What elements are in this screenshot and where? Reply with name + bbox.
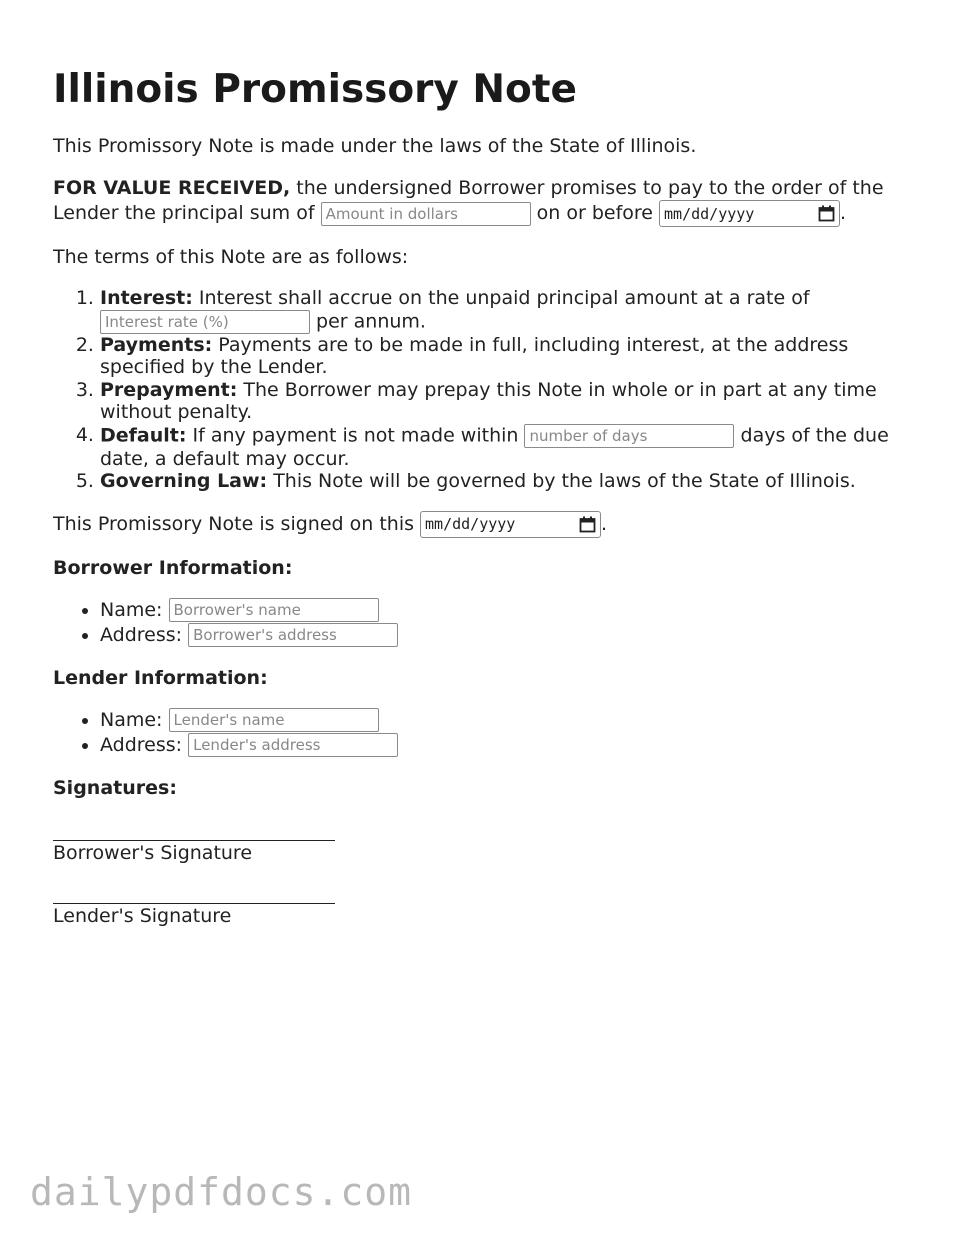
term-interest	[100, 287, 913, 334]
terms-intro: The terms of this Note are as follows:	[53, 246, 409, 268]
default-days-input[interactable]	[524, 424, 734, 448]
due-date-input[interactable]	[659, 200, 840, 227]
lender-heading: Lender Information:	[53, 666, 268, 689]
borrower-address-item	[100, 623, 913, 648]
lender-address-item	[100, 733, 913, 758]
term-interest-text-2: per annum.	[310, 310, 426, 332]
term-payments-label: Payments:	[100, 333, 213, 356]
value-received-paragraph	[53, 176, 913, 227]
borrower-address-label: Address:	[100, 623, 189, 646]
term-prepayment-text: The Borrower may prepay this Note in whole or in part at any time without penalty.	[100, 378, 877, 423]
term-interest-label: Interest:	[100, 287, 193, 309]
lender-address-label: Address:	[100, 733, 189, 756]
lender-signature-label: Lender's Signature	[53, 904, 232, 927]
signed-on-end: .	[601, 512, 608, 535]
lender-name-label: Name:	[100, 708, 169, 731]
term-governing-law-text: This Note will be governed by the laws of the State of Illinois.	[267, 470, 856, 492]
term-prepayment-label: Prepayment:	[100, 378, 238, 401]
borrower-address-input[interactable]	[188, 623, 398, 647]
calendar-icon[interactable]	[579, 516, 596, 533]
term-payments-text: Payments are to be made in full, including interest, at the address specified by the Lender.	[100, 333, 849, 378]
term-default-label: Default:	[100, 424, 187, 446]
term-interest-text-1: Interest shall accrue on the unpaid principal amount at a rate of	[192, 287, 810, 309]
due-date-placeholder: mm/dd/yyyy	[664, 204, 755, 223]
value-received-lead: FOR VALUE RECEIVED,	[53, 177, 291, 199]
lender-signature-line	[53, 881, 335, 904]
principal-amount-input[interactable]	[321, 202, 531, 226]
intro-paragraph: This Promissory Note is made under the laws of the State of Illinois.	[53, 135, 697, 157]
borrower-heading: Borrower Information:	[53, 556, 293, 579]
borrower-list	[53, 598, 913, 648]
interest-rate-input[interactable]	[100, 310, 310, 334]
lender-address-input[interactable]	[188, 733, 398, 757]
watermark: dailypdfdocs.com	[30, 1170, 413, 1214]
lender-name-item	[100, 708, 913, 733]
term-governing-law-label: Governing Law:	[100, 470, 268, 492]
signatures-heading: Signatures:	[53, 776, 177, 799]
signed-on-text: This Promissory Note is signed on this	[53, 512, 421, 535]
lender-name-input[interactable]	[169, 708, 379, 732]
page-title: Illinois Promissory Note	[53, 67, 577, 112]
term-prepayment	[100, 379, 913, 424]
value-received-text-2: on or before	[530, 202, 660, 224]
calendar-icon[interactable]	[818, 205, 835, 222]
terms-list	[53, 287, 913, 493]
term-governing-law	[100, 470, 913, 493]
borrower-name-label: Name:	[100, 598, 169, 621]
borrower-name-input[interactable]	[169, 598, 379, 622]
borrower-name-item	[100, 598, 913, 623]
signed-date-input[interactable]	[420, 511, 601, 538]
signed-date-placeholder: mm/dd/yyyy	[425, 515, 516, 533]
lender-list	[53, 708, 913, 758]
value-received-text-3: .	[840, 202, 847, 224]
term-default-text-2: days of the due date, a default may occur.	[100, 424, 889, 470]
term-default-text-1: If any payment is not made within	[186, 424, 525, 446]
term-payments	[100, 334, 913, 379]
document	[53, 66, 913, 944]
borrower-signature-label: Borrower's Signature	[53, 841, 253, 864]
signed-on-paragraph	[53, 511, 913, 538]
borrower-signature-line	[53, 818, 335, 841]
term-default	[100, 424, 913, 471]
value-received-text-1: the undersigned Borrower promises to pay to the order of the Lender the principal sum of	[53, 177, 884, 224]
